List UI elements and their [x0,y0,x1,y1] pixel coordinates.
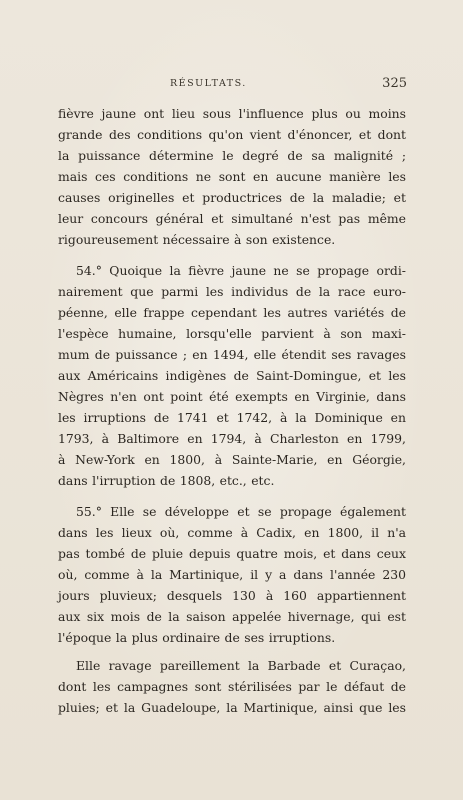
text-line: leur concours général et simultané n'est pas même [58,211,406,226]
text-line: nairement que parmi les individus de la race euro- [58,284,406,299]
paragraph-54 [58,260,406,491]
text-line: grande des conditions qu'on vient d'énoncer, et dont [58,127,406,142]
paragraph-gap [58,491,406,501]
text-line: les irruptions de 1741 et 1742, à la Dominique en [58,410,406,425]
text-line: Elle ravage pareillement la Barbade et Curaçao, [76,658,406,673]
text-line: l'époque la plus ordinaire de ses irruptions. [58,630,336,645]
text-line: pas tombé de pluie depuis quatre mois, et dans ceux [58,546,406,561]
paragraph-gap [58,648,406,655]
paragraph-continuation [58,103,406,250]
paragraph-gap [58,250,406,260]
running-head [0,78,463,94]
text-line: mum de puissance ; en 1494, elle étendit ses ravages [58,347,406,362]
text-line: dont les campagnes sont stérilisées par le défaut de [58,679,406,694]
text-line: dans l'irruption de 1808, etc., etc. [58,473,275,488]
text-line: 54.° Quoique la fièvre jaune ne se propage ordi- [76,263,406,278]
body-text [58,103,406,718]
text-line: jours pluvieux; desquels 130 à 160 appartiennent [58,588,406,603]
text-line: la puissance détermine le degré de sa malignité ; [58,148,406,163]
paragraph-continuation-final [58,655,406,718]
text-line: fièvre jaune ont lieu sous l'influence plus ou moins [58,106,406,121]
text-line: à New-York en 1800, à Sainte-Marie, en Géorgie, [58,452,406,467]
text-line: pluies; et la Guadeloupe, la Martinique, ainsi que les [58,700,406,715]
text-line: mais ces conditions ne sont en aucune manière les [58,169,406,184]
text-line: rigoureusement nécessaire à son existence. [58,232,336,247]
text-line: péenne, elle frappe cependant les autres variétés de [58,305,406,320]
text-line: dans les lieux où, comme à Cadix, en 1800, il n'a [58,525,406,540]
text-line: où, comme à la Martinique, il y a dans l'année 230 [58,567,406,582]
page-number: 325 [382,76,407,91]
text-line: causes originelles et productrices de la maladie; et [58,190,406,205]
running-title: RÉSULTATS. [170,78,247,89]
paragraph-55 [58,501,406,648]
text-line: 1793, à Baltimore en 1794, à Charleston en 1799, [58,431,406,446]
text-line: aux Américains indigènes de Saint-Domingue, et les [58,368,406,383]
text-line: l'espèce humaine, lorsqu'elle parvient à son maxi- [58,326,406,341]
text-line: Nègres n'en ont point été exempts en Virginie, dans [58,389,406,404]
text-line: aux six mois de la saison appelée hivernage, qui est [58,609,406,624]
text-line: 55.° Elle se développe et se propage également [76,504,406,519]
